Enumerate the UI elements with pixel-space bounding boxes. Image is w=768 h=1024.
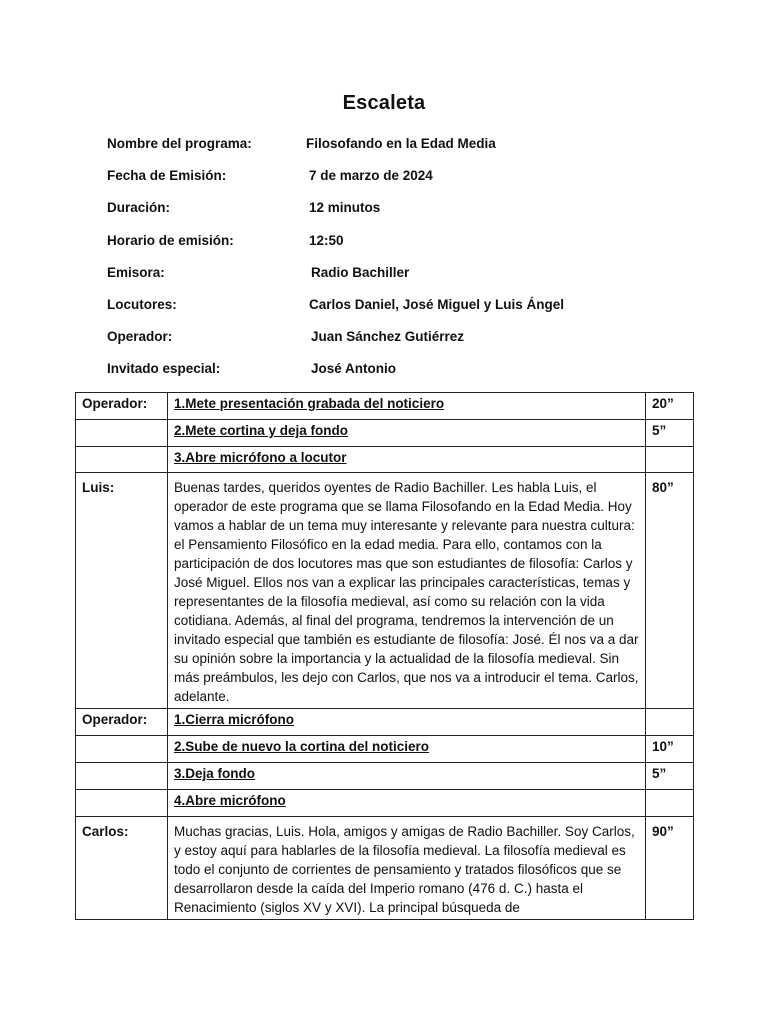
instruction-cell: 1.Cierra micrófono (168, 709, 646, 736)
table-row (76, 393, 694, 420)
info-value: 7 de marzo de 2024 (309, 168, 433, 183)
info-row-program-name (0, 136, 768, 156)
instruction-cell: 2.Mete cortina y deja fondo (168, 420, 646, 447)
info-label: Nombre del programa: (107, 136, 252, 151)
instruction-cell: 4.Abre micrófono (168, 790, 646, 817)
info-row-duration (0, 200, 768, 220)
speaker-cell: Carlos: (76, 817, 168, 920)
info-value: 12:50 (309, 233, 344, 248)
table-row (76, 763, 694, 790)
table-row (76, 473, 694, 709)
table-row (76, 736, 694, 763)
time-cell: 5” (646, 420, 694, 447)
table-row (76, 447, 694, 473)
info-row-schedule (0, 233, 768, 253)
speaker-cell (76, 420, 168, 447)
script-cell: Muchas gracias, Luis. Hola, amigos y amigas de Radio Bachiller. Soy Carlos, y estoy aquí para hablarles de la filosofía medieval. La filosofía medieval es todo el conjunto de corrientes de pensamiento y tratados filosóficos que se desarrollaron desde la caída del Imperio romano (476 d. C.) hasta el Renacimiento (siglos XV y XVI). La principal búsqueda de (168, 817, 646, 920)
speaker-cell (76, 790, 168, 817)
speaker-cell (76, 736, 168, 763)
script-cell: Buenas tardes, queridos oyentes de Radio Bachiller. Les habla Luis, el operador de este programa que se llama Filosofando en la Edad Media. Hoy vamos a hablar de un tema muy interesante y relevante para nuestra cultura: el Pensamiento Filosófico en la edad media. Para ello, contamos con la participación de dos locutores mas que son estudiantes de filosofía: Carlos y José Miguel. Ellos nos van a explicar las principales características, temas y representantes de la filosofía medieval, así como su relación con la vida cotidiana. Además, al final del programa, tendremos la intervención de un invitado especial que también es estudiante de filosofía: José. Él nos va a dar su opinión sobre la importancia y la actualidad de la filosofía medieval. Sin más preámbulos, les dejo con Carlos, que nos va a introducir el tema. Carlos, adelante. (168, 473, 646, 709)
instruction-cell: 1.Mete presentación grabada del noticiero (168, 393, 646, 420)
speaker-cell: Luis: (76, 473, 168, 709)
time-cell: 10” (646, 736, 694, 763)
info-label: Horario de emisión: (107, 233, 234, 248)
info-label: Operador: (107, 329, 173, 344)
time-cell: 20” (646, 393, 694, 420)
time-cell: 90” (646, 817, 694, 920)
instruction-cell: 3.Deja fondo (168, 763, 646, 790)
info-value: Carlos Daniel, José Miguel y Luis Ángel (309, 297, 565, 312)
speaker-cell (76, 447, 168, 473)
table-row (76, 709, 694, 736)
info-value: Radio Bachiller (311, 265, 410, 280)
info-value: José Antonio (311, 361, 397, 376)
table-row (76, 790, 694, 817)
info-row-hosts (0, 297, 768, 317)
info-label: Locutores: (107, 297, 177, 312)
info-row-guest (0, 361, 768, 381)
info-label: Emisora: (107, 265, 165, 280)
info-label: Invitado especial: (107, 361, 221, 376)
time-cell (646, 790, 694, 817)
info-label: Duración: (107, 200, 171, 215)
rundown-table (75, 392, 694, 920)
info-row-station (0, 265, 768, 285)
table-row (76, 420, 694, 447)
instruction-cell: 2.Sube de nuevo la cortina del noticiero (168, 736, 646, 763)
info-row-broadcast-date (0, 168, 768, 188)
time-cell: 80” (646, 473, 694, 709)
speaker-cell (76, 763, 168, 790)
time-cell (646, 709, 694, 736)
info-label: Fecha de Emisión: (107, 168, 227, 183)
time-cell: 5” (646, 763, 694, 790)
info-row-operator (0, 329, 768, 349)
instruction-cell: 3.Abre micrófono a locutor (168, 447, 646, 473)
info-value: Filosofando en la Edad Media (306, 136, 496, 151)
speaker-cell: Operador: (76, 393, 168, 420)
time-cell (646, 447, 694, 473)
speaker-cell: Operador: (76, 709, 168, 736)
info-value: Juan Sánchez Gutiérrez (311, 329, 465, 344)
table-row (76, 817, 694, 920)
page-title: Escaleta (342, 92, 426, 114)
info-value: 12 minutos (309, 200, 381, 215)
